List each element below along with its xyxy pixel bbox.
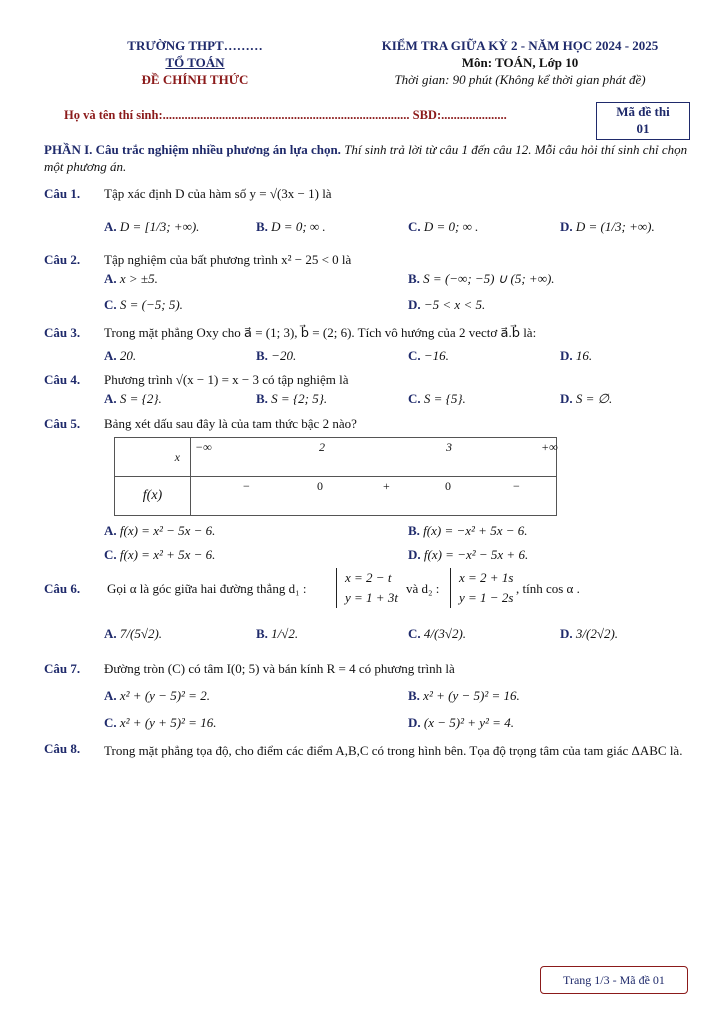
exam-title: KIỂM TRA GIỮA KỲ 2 - NĂM HỌC 2024 - 2025 [381, 38, 659, 53]
exam-code-box [596, 102, 690, 140]
q6-option-d[interactable]: D. 3/(2√2). [560, 626, 619, 641]
q4-text: Phương trình √(x − 1) = x − 3 có tập nghiệm là [104, 372, 349, 387]
subject: Môn: TOÁN, Lớp 10 [461, 55, 579, 70]
q3-option-d[interactable]: D. 16. [560, 348, 593, 363]
q3-option-b[interactable]: B. −20. [256, 348, 297, 363]
q3-label: Câu 3. [44, 325, 81, 340]
x-root-3: 3 [446, 440, 452, 454]
q7-text: Đường tròn (C) có tâm I(0; 5) và bán kính R = 4 có phương trình là [104, 661, 455, 676]
sign-1: − [243, 479, 250, 493]
part1-title: PHẦN I. Câu trắc nghiệm nhiều phương án lựa chọn. [44, 142, 341, 157]
q1-option-d[interactable]: D. D = (1/3; +∞). [560, 219, 655, 234]
q4-option-d[interactable]: D. S = ∅. [560, 391, 613, 406]
sign-zero-1: 0 [317, 479, 323, 493]
exam-time: Thời gian: 90 phút (Không kể thời gian phát đề) [394, 72, 646, 87]
q4-option-b[interactable]: B. S = {2; 5}. [256, 391, 328, 406]
q7-label: Câu 7. [44, 661, 81, 676]
q2-option-d[interactable]: D. −5 < x < 5. [408, 297, 486, 312]
q1-option-c[interactable]: C. D = 0; ∞ . [408, 219, 479, 234]
q6-option-b[interactable]: B. 1/√2. [256, 626, 299, 641]
q6-text-c: , tính cos α . [516, 581, 580, 596]
q3-option-c[interactable]: C. −16. [408, 348, 449, 363]
exam-code-label: Mã đề thi [616, 104, 670, 119]
q6-option-a[interactable]: A. 7/(5√2). [104, 626, 163, 641]
q6-text-b: và d₂ : [406, 581, 440, 596]
q5-option-c[interactable]: C. f(x) = x² + 5x − 6. [104, 547, 216, 562]
q4-option-a[interactable]: A. S = {2}. [104, 391, 162, 406]
student-info-line: Họ và tên thí sinh:............................................................................... SBD:..................... [64, 108, 507, 122]
q2-text: Tập nghiệm của bất phương trình x² − 25 < 0 là [104, 252, 352, 267]
q2-label: Câu 2. [44, 252, 81, 267]
part1-instruction: Thí sinh trả lời từ câu 1 đến câu 12. Mỗi câu hỏi thí sinh chỉ chọn một phương án. [44, 142, 688, 174]
q8-text: Trong mặt phẳng tọa độ, cho điểm các điểm A,B,C có trong hình bên. Tọa độ trọng tâm của tam giác ΔABC là. [104, 743, 683, 758]
q5-label: Câu 5. [44, 416, 81, 431]
sign-table-x-label: x [115, 438, 191, 477]
q6-text-a: Gọi α là góc giữa hai đường thẳng d₁ : [107, 581, 307, 596]
sign-table-fx-label: f(x) [115, 477, 191, 516]
x-neg-inf: −∞ [195, 440, 212, 454]
q4-label: Câu 4. [44, 372, 81, 387]
q6-label: Câu 6. [44, 581, 81, 596]
part1-heading [44, 141, 689, 175]
q6-system-d1: x = 2 − t y = 1 + 3t [336, 568, 398, 608]
q7-option-a[interactable]: A. x² + (y − 5)² = 2. [104, 688, 210, 703]
q1-label: Câu 1. [44, 186, 81, 201]
sign-table-x-row [191, 438, 557, 477]
q1-text: Tập xác định D của hàm số y = √(3x − 1) là [104, 186, 332, 201]
q2-option-c[interactable]: C. S = (−5; 5). [104, 297, 183, 312]
q7-option-b[interactable]: B. x² + (y − 5)² = 16. [408, 688, 520, 703]
q8-label: Câu 8. [44, 741, 81, 756]
q5-text: Bảng xét dấu sau đây là của tam thức bậc 2 nào? [104, 416, 357, 431]
sign-table-fx-row [191, 477, 557, 516]
q3-text: Trong mặt phẳng Oxy cho a⃗ = (1; 3), b⃗ = (2; 6). Tích vô hướng của 2 vectơ a⃗.b⃗ là: [104, 325, 537, 340]
sign-3: − [513, 479, 520, 493]
x-root-2: 2 [319, 440, 325, 454]
sign-zero-2: 0 [445, 479, 451, 493]
q2-option-b[interactable]: B. S = (−∞; −5) ∪ (5; +∞). [408, 271, 555, 286]
q7-option-d[interactable]: D. (x − 5)² + y² = 4. [408, 715, 514, 730]
q6-system-d2: x = 2 + 1s y = 1 − 2s [450, 568, 513, 608]
q1-option-a[interactable]: A. D = [1/3; +∞). [104, 219, 200, 234]
q5-option-d[interactable]: D. f(x) = −x² − 5x + 6. [408, 547, 529, 562]
q4-option-c[interactable]: C. S = {5}. [408, 391, 466, 406]
official-label: ĐỀ CHÍNH THỨC [141, 72, 249, 87]
sign-table [114, 437, 557, 516]
department: TỔ TOÁN [165, 55, 225, 70]
q5-option-a[interactable]: A. f(x) = x² − 5x − 6. [104, 523, 216, 538]
q2-option-a[interactable]: A. x > ±5. [104, 271, 158, 286]
page-footer: Trang 1/3 - Mã đề 01 [540, 966, 688, 994]
x-pos-inf: +∞ [541, 440, 558, 454]
q1-option-b[interactable]: B. D = 0; ∞ . [256, 219, 326, 234]
q6-option-c[interactable]: C. 4/(3√2). [408, 626, 467, 641]
q7-option-c[interactable]: C. x² + (y + 5)² = 16. [104, 715, 217, 730]
q3-option-a[interactable]: A. 20. [104, 348, 137, 363]
q5-option-b[interactable]: B. f(x) = −x² + 5x − 6. [408, 523, 528, 538]
exam-code: 01 [636, 121, 650, 136]
sign-2: + [383, 479, 390, 493]
school-name: TRƯỜNG THPT……… [127, 38, 263, 53]
